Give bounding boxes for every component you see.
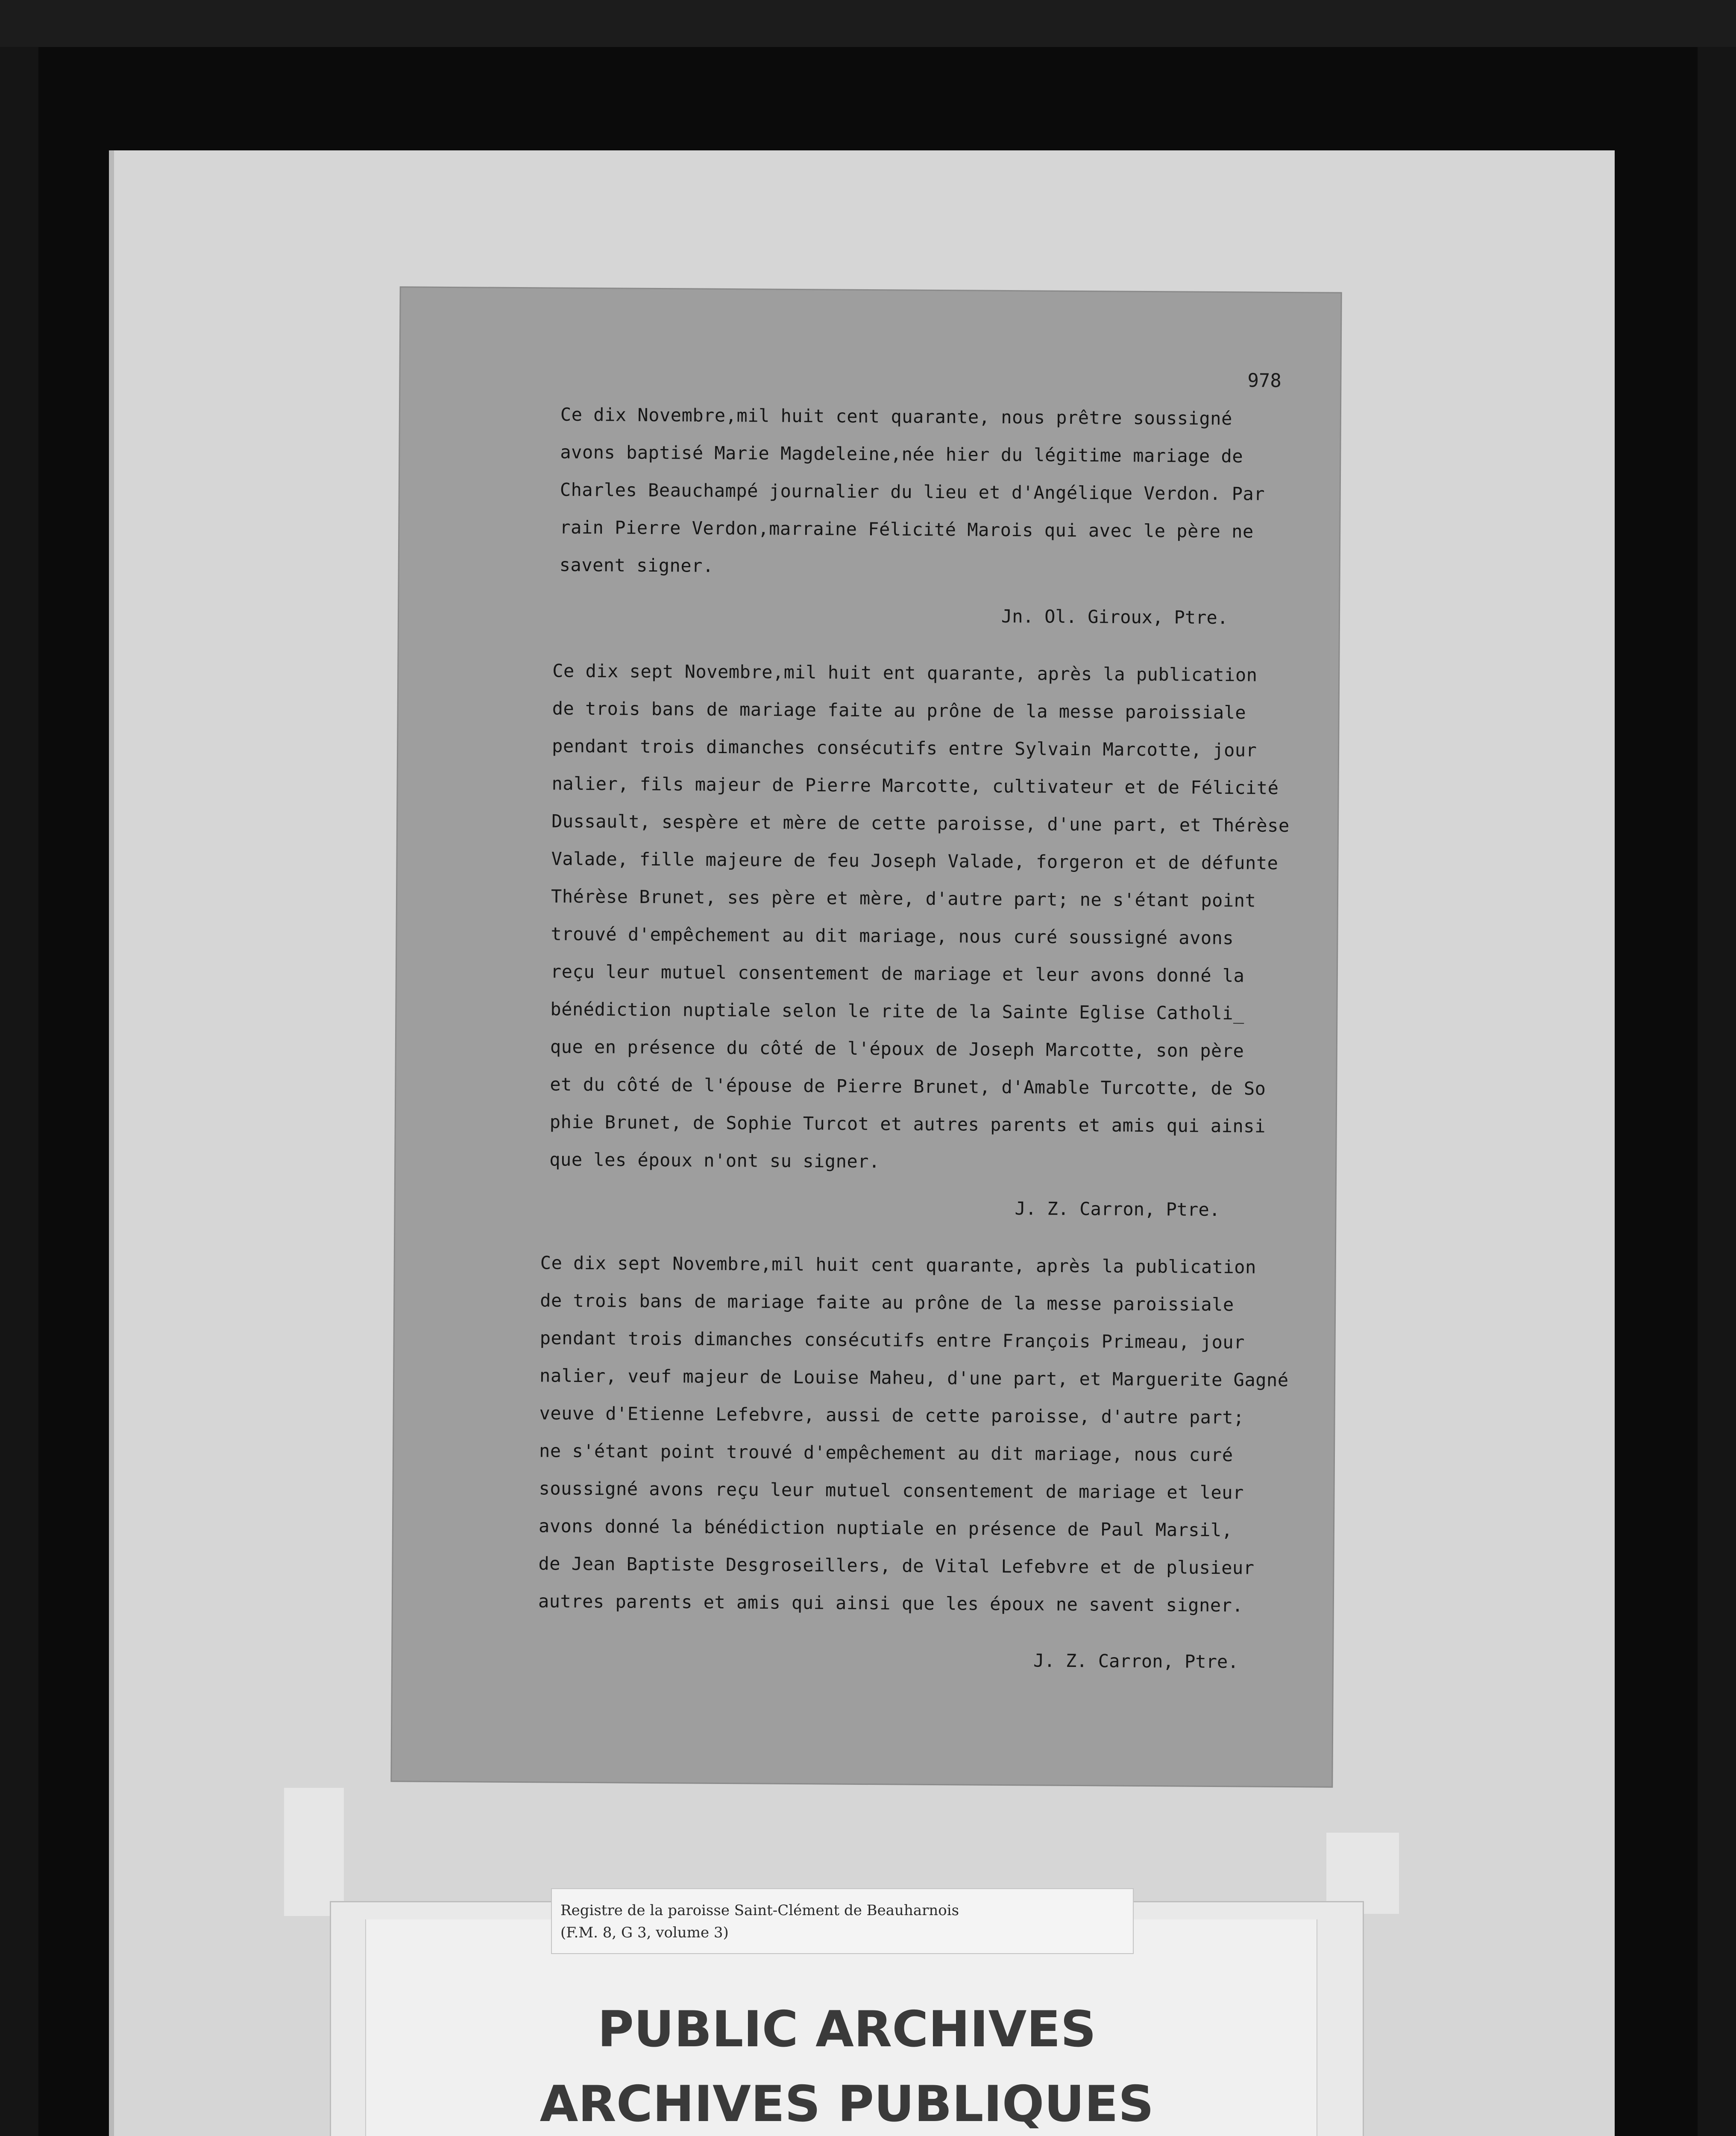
entry-3-line-4: nalier, veuf majeur de Louise Maheu, d'une part, et Marguerite Gagné xyxy=(539,1365,1289,1391)
entry-2-line-6: Valade, fille majeure de feu Joseph Valade, forgeron et de défunte xyxy=(551,848,1279,874)
registry-reference: (F.M. 8, G 3, volume 3) xyxy=(560,1924,729,1941)
entry-2-line-4: nalier, fils majeur de Pierre Marcotte, cultivateur et de Félicité xyxy=(551,773,1279,798)
entry-1-line-3: Charles Beauchampé journalier du lieu et d'Angélique Verdon. Par xyxy=(560,479,1265,505)
register-text xyxy=(392,288,1340,1786)
entry-2-line-1: Ce dix sept Novembre,mil huit ent quarante, après la publication xyxy=(552,660,1258,686)
tape-left xyxy=(284,1788,344,1916)
entry-2-line-11: que en présence du côté de l'époux de Joseph Marcotte, son père xyxy=(550,1036,1244,1062)
entry-1-signature: Jn. Ol. Giroux, Ptre. xyxy=(1001,605,1229,628)
entry-3-line-1: Ce dix sept Novembre,mil huit cent quarante, après la publication xyxy=(540,1252,1256,1278)
registry-reference-slip xyxy=(551,1888,1134,1954)
mount-board-edge xyxy=(109,150,114,2136)
entry-2-line-3: pendant trois dimanches consécutifs entre Sylvain Marcotte, jour xyxy=(551,735,1257,761)
film-border-right xyxy=(1698,47,1736,2136)
entry-3-line-10: autres parents et amis qui ainsi que les époux ne savent signer. xyxy=(538,1590,1243,1616)
entry-2-line-5: Dussault, sespère et mère de cette paroisse, d'une part, et Thérèse xyxy=(551,810,1290,836)
registry-title: Registre de la paroisse Saint-Clément de Beauharnois xyxy=(560,1902,959,1919)
film-border-top xyxy=(0,0,1736,47)
entry-3-line-9: de Jean Baptiste Desgroseillers, de Vital Lefebvre et de plusieur xyxy=(538,1553,1255,1579)
entry-3-line-5: veuve d'Etienne Lefebvre, aussi de cette paroisse, d'autre part; xyxy=(539,1402,1245,1428)
entry-2-line-2: de trois bans de mariage faite au prône de la messe paroissiale xyxy=(552,698,1246,723)
entry-2-line-8: trouvé d'empêchement au dit mariage, nous curé soussigné avons xyxy=(551,923,1234,949)
entry-2-line-7: Thérèse Brunet, ses père et mère, d'autre part; ne s'étant point xyxy=(551,886,1256,911)
entry-3-signature: J. Z. Carron, Ptre. xyxy=(1033,1650,1239,1672)
entry-2-line-10: bénédiction nuptiale selon le rite de la Sainte Eglise Catholi_ xyxy=(550,998,1245,1024)
film-border-left xyxy=(0,47,38,2136)
entry-3-line-8: avons donné la bénédiction nuptiale en présence de Paul Marsil, xyxy=(538,1515,1233,1541)
entry-2-line-14: que les époux n'ont su signer. xyxy=(549,1149,880,1172)
archives-heading-english: PUBLIC ARCHIVES xyxy=(597,2001,1097,2058)
entry-2-line-13: phie Brunet, de Sophie Turcot et autres parents et amis qui ainsi xyxy=(549,1111,1266,1137)
entry-1-line-2: avons baptisé Marie Magdeleine,née hier du légitime mariage de xyxy=(560,441,1243,467)
entry-3-line-2: de trois bans de mariage faite au prône de la messe paroissiale xyxy=(540,1290,1234,1315)
entry-3-line-3: pendant trois dimanches consécutifs entre François Primeau, jour xyxy=(540,1327,1245,1353)
entry-1-line-4: rain Pierre Verdon,marraine Félicité Marois qui avec le père ne xyxy=(560,516,1254,542)
entry-2-signature: J. Z. Carron, Ptre. xyxy=(1015,1198,1220,1221)
register-page xyxy=(392,288,1340,1786)
entry-2-line-12: et du côté de l'épouse de Pierre Brunet, d'Amable Turcotte, de So xyxy=(550,1074,1266,1099)
entry-3-line-6: ne s'étant point trouvé d'empêchement au dit mariage, nous curé xyxy=(539,1440,1233,1466)
archives-heading-french: ARCHIVES PUBLIQUES xyxy=(540,2075,1154,2133)
entry-3-line-7: soussigné avons reçu leur mutuel consentement de mariage et leur xyxy=(539,1478,1244,1503)
page-number: 978 xyxy=(1247,370,1282,392)
entry-2-line-9: reçu leur mutuel consentement de mariage et leur avons donné la xyxy=(550,961,1245,986)
entry-1-line-1: Ce dix Novembre,mil huit cent quarante, nous prêtre soussigné xyxy=(560,404,1232,429)
entry-1-line-5: savent signer. xyxy=(559,554,714,576)
